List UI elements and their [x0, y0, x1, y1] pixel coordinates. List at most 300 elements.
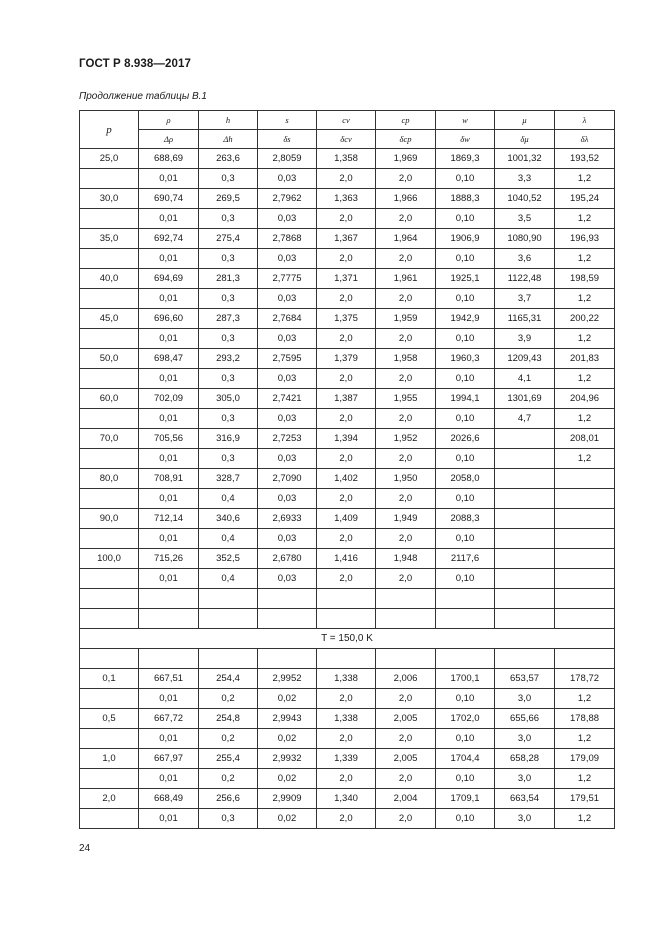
uncertainty-cell: 2,0 [317, 289, 376, 309]
temperature-row [80, 629, 615, 649]
header-row-top [80, 111, 615, 130]
uncertainty-cell: 3,7 [495, 289, 555, 309]
uncertainty-cell: 0,01 [139, 729, 199, 749]
pressure-cell: 50,0 [80, 349, 139, 369]
uncertainty-cell: 0,10 [436, 729, 495, 749]
value-cell [495, 549, 555, 569]
header-delta-cp: δcp [376, 130, 436, 149]
empty-cell [80, 249, 139, 269]
value-cell: 352,5 [199, 549, 258, 569]
table-row-uncertainty [80, 409, 615, 429]
value-cell: 1,363 [317, 189, 376, 209]
uncertainty-cell: 0,10 [436, 409, 495, 429]
uncertainty-cell: 2,0 [317, 369, 376, 389]
value-cell: 1,387 [317, 389, 376, 409]
header-cv: cv [317, 111, 376, 130]
table-row [80, 389, 615, 409]
uncertainty-cell: 2,0 [376, 409, 436, 429]
value-cell: 2088,3 [436, 509, 495, 529]
uncertainty-cell: 0,03 [258, 289, 317, 309]
value-cell: 1,949 [376, 509, 436, 529]
pressure-cell: 40,0 [80, 269, 139, 289]
empty-cell [80, 449, 139, 469]
empty-cell [139, 609, 199, 629]
header-row-bottom [80, 130, 615, 149]
uncertainty-cell: 2,0 [376, 369, 436, 389]
empty-cell [139, 649, 199, 669]
uncertainty-cell: 2,0 [317, 529, 376, 549]
pressure-cell: 35,0 [80, 229, 139, 249]
empty-cell [376, 609, 436, 629]
header-delta-cv: δcv [317, 130, 376, 149]
uncertainty-cell: 0,3 [199, 249, 258, 269]
value-cell: 195,24 [555, 189, 615, 209]
empty-cell [258, 649, 317, 669]
value-cell: 702,09 [139, 389, 199, 409]
value-cell: 1,964 [376, 229, 436, 249]
uncertainty-cell: 0,4 [199, 529, 258, 549]
empty-cell [80, 769, 139, 789]
table-row [80, 789, 615, 809]
header-delta-h: Δh [199, 130, 258, 149]
empty-cell [199, 589, 258, 609]
value-cell: 2026,6 [436, 429, 495, 449]
empty-cell [80, 329, 139, 349]
value-cell: 1942,9 [436, 309, 495, 329]
header-s: s [258, 111, 317, 130]
value-cell: 2,006 [376, 669, 436, 689]
value-cell: 1,367 [317, 229, 376, 249]
value-cell: 1,338 [317, 709, 376, 729]
empty-cell [199, 609, 258, 629]
value-cell: 2,7868 [258, 229, 317, 249]
uncertainty-cell: 0,01 [139, 489, 199, 509]
empty-cell [80, 169, 139, 189]
value-cell: 204,96 [555, 389, 615, 409]
uncertainty-cell: 0,3 [199, 369, 258, 389]
header-p: p [80, 111, 139, 149]
empty-row [80, 609, 615, 629]
table-row [80, 749, 615, 769]
value-cell: 1700,1 [436, 669, 495, 689]
data-table [79, 110, 615, 829]
value-cell: 178,72 [555, 669, 615, 689]
uncertainty-cell: 2,0 [317, 769, 376, 789]
header-delta-rho: Δρ [139, 130, 199, 149]
empty-cell [80, 809, 139, 829]
value-cell: 2,6933 [258, 509, 317, 529]
value-cell: 2,7595 [258, 349, 317, 369]
uncertainty-cell: 1,2 [555, 409, 615, 429]
standard-designation: ГОСТ Р 8.938—2017 [79, 58, 191, 70]
pressure-cell: 1,0 [80, 749, 139, 769]
value-cell: 1,416 [317, 549, 376, 569]
uncertainty-cell: 2,0 [376, 689, 436, 709]
uncertainty-cell: 2,0 [376, 489, 436, 509]
value-cell: 1,955 [376, 389, 436, 409]
uncertainty-cell: 2,0 [376, 769, 436, 789]
uncertainty-cell: 2,0 [317, 329, 376, 349]
value-cell: 256,6 [199, 789, 258, 809]
uncertainty-cell: 0,03 [258, 409, 317, 429]
uncertainty-cell: 3,3 [495, 169, 555, 189]
table-row-uncertainty [80, 329, 615, 349]
uncertainty-cell: 0,4 [199, 569, 258, 589]
uncertainty-cell: 1,2 [555, 809, 615, 829]
uncertainty-cell: 3,0 [495, 809, 555, 829]
uncertainty-cell: 0,01 [139, 809, 199, 829]
uncertainty-cell: 0,01 [139, 409, 199, 429]
uncertainty-cell: 2,0 [376, 249, 436, 269]
uncertainty-cell: 2,0 [376, 169, 436, 189]
pressure-cell: 80,0 [80, 469, 139, 489]
header-h: h [199, 111, 258, 130]
uncertainty-cell: 2,0 [376, 289, 436, 309]
value-cell: 1165,31 [495, 309, 555, 329]
empty-cell [436, 589, 495, 609]
empty-cell [555, 649, 615, 669]
uncertainty-cell: 0,10 [436, 529, 495, 549]
empty-cell [495, 609, 555, 629]
empty-cell [80, 289, 139, 309]
table-row [80, 429, 615, 449]
uncertainty-cell: 1,2 [555, 689, 615, 709]
pressure-cell: 0,5 [80, 709, 139, 729]
uncertainty-cell: 0,3 [199, 169, 258, 189]
value-cell [555, 549, 615, 569]
header-w: w [436, 111, 495, 130]
table-row-uncertainty [80, 809, 615, 829]
value-cell: 2117,6 [436, 549, 495, 569]
value-cell: 328,7 [199, 469, 258, 489]
value-cell: 293,2 [199, 349, 258, 369]
table-row [80, 229, 615, 249]
uncertainty-cell: 0,01 [139, 529, 199, 549]
uncertainty-cell: 2,0 [317, 209, 376, 229]
value-cell: 275,4 [199, 229, 258, 249]
uncertainty-cell: 1,2 [555, 729, 615, 749]
value-cell: 2,7775 [258, 269, 317, 289]
value-cell [555, 509, 615, 529]
value-cell: 2,9943 [258, 709, 317, 729]
uncertainty-cell: 0,01 [139, 449, 199, 469]
value-cell: 2,7684 [258, 309, 317, 329]
uncertainty-cell: 0,3 [199, 329, 258, 349]
table-row-uncertainty [80, 729, 615, 749]
uncertainty-cell: 2,0 [317, 729, 376, 749]
uncertainty-cell: 0,03 [258, 369, 317, 389]
header-lambda: λ [555, 111, 615, 130]
uncertainty-cell: 0,01 [139, 209, 199, 229]
uncertainty-cell: 4,7 [495, 409, 555, 429]
empty-cell [258, 589, 317, 609]
value-cell: 208,01 [555, 429, 615, 449]
uncertainty-cell: 2,0 [376, 529, 436, 549]
uncertainty-cell: 0,03 [258, 529, 317, 549]
table-row [80, 349, 615, 369]
value-cell: 1,959 [376, 309, 436, 329]
value-cell: 1,338 [317, 669, 376, 689]
value-cell: 696,60 [139, 309, 199, 329]
value-cell: 1080,90 [495, 229, 555, 249]
table-row-uncertainty [80, 489, 615, 509]
value-cell: 201,83 [555, 349, 615, 369]
value-cell: 705,56 [139, 429, 199, 449]
value-cell: 193,52 [555, 149, 615, 169]
value-cell: 1,966 [376, 189, 436, 209]
pressure-cell: 60,0 [80, 389, 139, 409]
uncertainty-cell: 2,0 [317, 409, 376, 429]
value-cell: 196,93 [555, 229, 615, 249]
empty-cell [80, 729, 139, 749]
empty-cell [80, 529, 139, 549]
empty-cell [317, 589, 376, 609]
uncertainty-cell: 0,01 [139, 289, 199, 309]
value-cell: 712,14 [139, 509, 199, 529]
table-row-uncertainty [80, 569, 615, 589]
value-cell: 2,9909 [258, 789, 317, 809]
value-cell: 2058,0 [436, 469, 495, 489]
value-cell: 1869,3 [436, 149, 495, 169]
value-cell: 688,69 [139, 149, 199, 169]
uncertainty-cell: 2,0 [317, 249, 376, 269]
value-cell: 1,394 [317, 429, 376, 449]
value-cell: 1122,48 [495, 269, 555, 289]
uncertainty-cell: 0,10 [436, 449, 495, 469]
header-delta-mu: δμ [495, 130, 555, 149]
table-row [80, 269, 615, 289]
value-cell: 1,375 [317, 309, 376, 329]
empty-cell [317, 609, 376, 629]
uncertainty-cell: 0,01 [139, 169, 199, 189]
table-row [80, 149, 615, 169]
empty-cell [80, 369, 139, 389]
value-cell: 653,57 [495, 669, 555, 689]
uncertainty-cell: 0,10 [436, 689, 495, 709]
uncertainty-cell: 4,1 [495, 369, 555, 389]
uncertainty-cell: 1,2 [555, 249, 615, 269]
header-rho: ρ [139, 111, 199, 130]
uncertainty-cell: 2,0 [376, 449, 436, 469]
uncertainty-cell: 0,03 [258, 449, 317, 469]
uncertainty-cell: 2,0 [376, 729, 436, 749]
empty-row [80, 649, 615, 669]
uncertainty-cell [555, 489, 615, 509]
value-cell: 178,88 [555, 709, 615, 729]
value-cell: 179,51 [555, 789, 615, 809]
value-cell: 1,950 [376, 469, 436, 489]
table-row-uncertainty [80, 169, 615, 189]
uncertainty-cell: 0,3 [199, 449, 258, 469]
value-cell: 254,4 [199, 669, 258, 689]
value-cell: 2,005 [376, 749, 436, 769]
value-cell: 2,6780 [258, 549, 317, 569]
value-cell [555, 469, 615, 489]
uncertainty-cell: 0,03 [258, 489, 317, 509]
value-cell: 2,7090 [258, 469, 317, 489]
value-cell: 1,409 [317, 509, 376, 529]
uncertainty-cell: 2,0 [317, 569, 376, 589]
uncertainty-cell: 1,2 [555, 169, 615, 189]
table-row-uncertainty [80, 369, 615, 389]
uncertainty-cell: 3,0 [495, 689, 555, 709]
value-cell: 1994,1 [436, 389, 495, 409]
value-cell: 1960,3 [436, 349, 495, 369]
empty-cell [80, 649, 139, 669]
uncertainty-cell: 0,03 [258, 169, 317, 189]
value-cell: 254,8 [199, 709, 258, 729]
uncertainty-cell: 0,10 [436, 569, 495, 589]
uncertainty-cell: 1,2 [555, 209, 615, 229]
uncertainty-cell: 0,03 [258, 569, 317, 589]
pressure-cell: 45,0 [80, 309, 139, 329]
uncertainty-cell: 0,10 [436, 809, 495, 829]
empty-cell [80, 589, 139, 609]
uncertainty-cell: 2,0 [317, 169, 376, 189]
uncertainty-cell: 0,10 [436, 249, 495, 269]
uncertainty-cell: 0,10 [436, 329, 495, 349]
table-row-uncertainty [80, 449, 615, 469]
value-cell: 692,74 [139, 229, 199, 249]
empty-cell [495, 589, 555, 609]
pressure-cell: 100,0 [80, 549, 139, 569]
value-cell: 340,6 [199, 509, 258, 529]
value-cell: 1,339 [317, 749, 376, 769]
uncertainty-cell: 1,2 [555, 289, 615, 309]
empty-cell [80, 609, 139, 629]
value-cell: 1,371 [317, 269, 376, 289]
value-cell: 1906,9 [436, 229, 495, 249]
value-cell: 658,28 [495, 749, 555, 769]
value-cell: 269,5 [199, 189, 258, 209]
value-cell: 2,004 [376, 789, 436, 809]
value-cell: 1,969 [376, 149, 436, 169]
pressure-cell: 90,0 [80, 509, 139, 529]
value-cell: 281,3 [199, 269, 258, 289]
pressure-cell: 0,1 [80, 669, 139, 689]
uncertainty-cell [495, 569, 555, 589]
value-cell: 2,005 [376, 709, 436, 729]
value-cell: 1301,69 [495, 389, 555, 409]
table-row [80, 709, 615, 729]
uncertainty-cell: 0,2 [199, 769, 258, 789]
uncertainty-cell: 0,3 [199, 289, 258, 309]
value-cell: 1040,52 [495, 189, 555, 209]
value-cell: 1888,3 [436, 189, 495, 209]
uncertainty-cell: 0,2 [199, 729, 258, 749]
uncertainty-cell: 0,02 [258, 809, 317, 829]
uncertainty-cell: 1,2 [555, 369, 615, 389]
pressure-cell: 30,0 [80, 189, 139, 209]
value-cell: 1702,0 [436, 709, 495, 729]
empty-cell [199, 649, 258, 669]
value-cell: 1709,1 [436, 789, 495, 809]
uncertainty-cell: 0,01 [139, 569, 199, 589]
uncertainty-cell [555, 529, 615, 549]
pressure-cell: 70,0 [80, 429, 139, 449]
value-cell [495, 429, 555, 449]
value-cell: 305,0 [199, 389, 258, 409]
empty-cell [80, 409, 139, 429]
uncertainty-cell: 1,2 [555, 769, 615, 789]
pressure-cell: 25,0 [80, 149, 139, 169]
header-delta-lambda: δλ [555, 130, 615, 149]
uncertainty-cell: 3,6 [495, 249, 555, 269]
uncertainty-cell [495, 489, 555, 509]
table-row-uncertainty [80, 689, 615, 709]
value-cell: 668,49 [139, 789, 199, 809]
uncertainty-cell: 0,01 [139, 369, 199, 389]
page-number: 24 [79, 843, 91, 854]
header-mu: μ [495, 111, 555, 130]
empty-row [80, 589, 615, 609]
uncertainty-cell: 0,02 [258, 729, 317, 749]
value-cell: 198,59 [555, 269, 615, 289]
uncertainty-cell: 2,0 [376, 809, 436, 829]
table-row [80, 509, 615, 529]
uncertainty-cell: 0,03 [258, 209, 317, 229]
table-row-uncertainty [80, 289, 615, 309]
uncertainty-cell: 0,02 [258, 689, 317, 709]
empty-cell [555, 609, 615, 629]
empty-cell [139, 589, 199, 609]
value-cell: 179,09 [555, 749, 615, 769]
value-cell: 715,26 [139, 549, 199, 569]
table-row-uncertainty [80, 529, 615, 549]
temperature-label: T = 150,0 K [80, 629, 615, 649]
uncertainty-cell: 0,01 [139, 249, 199, 269]
uncertainty-cell: 0,3 [199, 209, 258, 229]
value-cell: 1,379 [317, 349, 376, 369]
header-delta-s: δs [258, 130, 317, 149]
uncertainty-cell: 2,0 [317, 809, 376, 829]
empty-cell [436, 609, 495, 629]
uncertainty-cell: 0,3 [199, 809, 258, 829]
value-cell: 2,7253 [258, 429, 317, 449]
empty-cell [376, 649, 436, 669]
value-cell: 255,4 [199, 749, 258, 769]
value-cell: 708,91 [139, 469, 199, 489]
uncertainty-cell: 0,02 [258, 769, 317, 789]
value-cell: 2,8059 [258, 149, 317, 169]
empty-cell [258, 609, 317, 629]
uncertainty-cell [555, 569, 615, 589]
uncertainty-cell: 0,2 [199, 689, 258, 709]
empty-cell [80, 569, 139, 589]
table-row-uncertainty [80, 769, 615, 789]
value-cell: 690,74 [139, 189, 199, 209]
uncertainty-cell: 0,01 [139, 689, 199, 709]
uncertainty-cell: 0,01 [139, 329, 199, 349]
uncertainty-cell: 2,0 [376, 209, 436, 229]
uncertainty-cell [495, 449, 555, 469]
value-cell: 1,952 [376, 429, 436, 449]
table-row [80, 469, 615, 489]
value-cell: 1925,1 [436, 269, 495, 289]
uncertainty-cell: 0,4 [199, 489, 258, 509]
value-cell: 694,69 [139, 269, 199, 289]
empty-cell [80, 489, 139, 509]
value-cell: 1,402 [317, 469, 376, 489]
uncertainty-cell: 0,10 [436, 489, 495, 509]
uncertainty-cell: 0,03 [258, 249, 317, 269]
value-cell: 2,7421 [258, 389, 317, 409]
uncertainty-cell: 0,10 [436, 369, 495, 389]
value-cell: 1,358 [317, 149, 376, 169]
uncertainty-cell: 2,0 [317, 449, 376, 469]
value-cell: 1,961 [376, 269, 436, 289]
uncertainty-cell: 0,10 [436, 769, 495, 789]
